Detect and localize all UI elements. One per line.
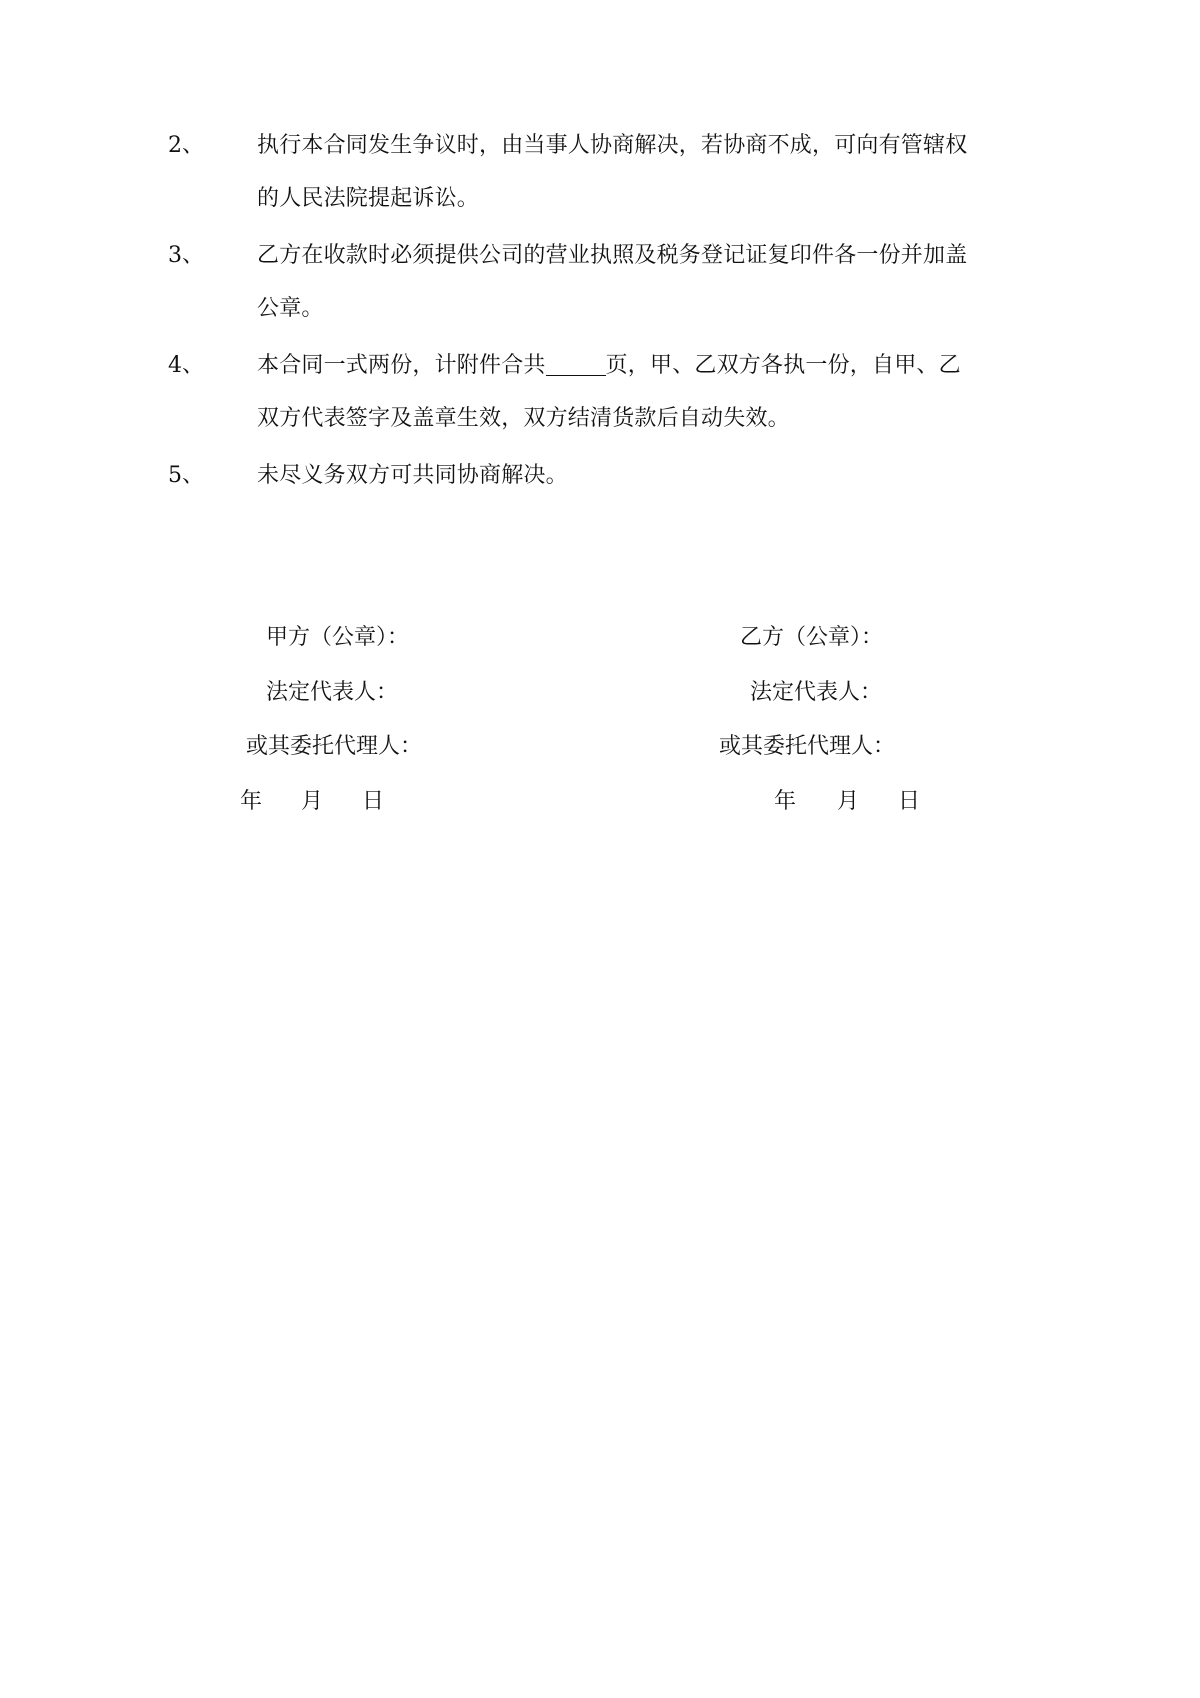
party-a-legal-rep-label: 法定代表人： xyxy=(266,680,399,705)
clause-number: 4、 xyxy=(168,353,204,378)
clause-text-line: 执行本合同发生争议时，由当事人协商解决，若协商不成，可向有管辖权 xyxy=(257,133,968,158)
clause-text-line: 的人民法院提起诉讼。 xyxy=(257,186,480,211)
clause-text-line: 未尽义务双方可共同协商解决。 xyxy=(257,463,568,488)
clause-text-segment: 本合同一式两份，计附件合共 xyxy=(257,353,546,378)
party-a-agent-label: 或其委托代理人： xyxy=(246,734,423,759)
party-b-date-day: 日 xyxy=(898,789,921,814)
clause-number: 2、 xyxy=(168,133,204,158)
page-count-blank[interactable] xyxy=(546,353,606,376)
clause-text-line xyxy=(257,351,961,381)
party-a-date-day: 日 xyxy=(362,789,385,814)
clause-number: 5、 xyxy=(168,463,204,488)
party-b-legal-rep-label: 法定代表人： xyxy=(750,680,883,705)
party-b-date-month: 月 xyxy=(837,789,860,814)
party-b-agent-label: 或其委托代理人： xyxy=(719,734,896,759)
clause-number: 3、 xyxy=(168,243,204,268)
clause-text-line: 乙方在收款时必须提供公司的营业执照及税务登记证复印件各一份并加盖 xyxy=(257,243,968,268)
party-a-date-year: 年 xyxy=(240,789,263,814)
party-a-seal-label: 甲方（公章）： xyxy=(266,625,410,650)
party-a-date-month: 月 xyxy=(301,789,324,814)
clause-text-line: 公章。 xyxy=(257,296,324,321)
party-b-date-year: 年 xyxy=(774,789,797,814)
party-b-seal-label: 乙方（公章）： xyxy=(740,625,884,650)
clause-text-line: 双方代表签字及盖章生效，双方结清货款后自动失效。 xyxy=(257,406,790,431)
clause-text-segment: 页，甲、乙双方各执一份，自甲、乙 xyxy=(605,353,961,378)
